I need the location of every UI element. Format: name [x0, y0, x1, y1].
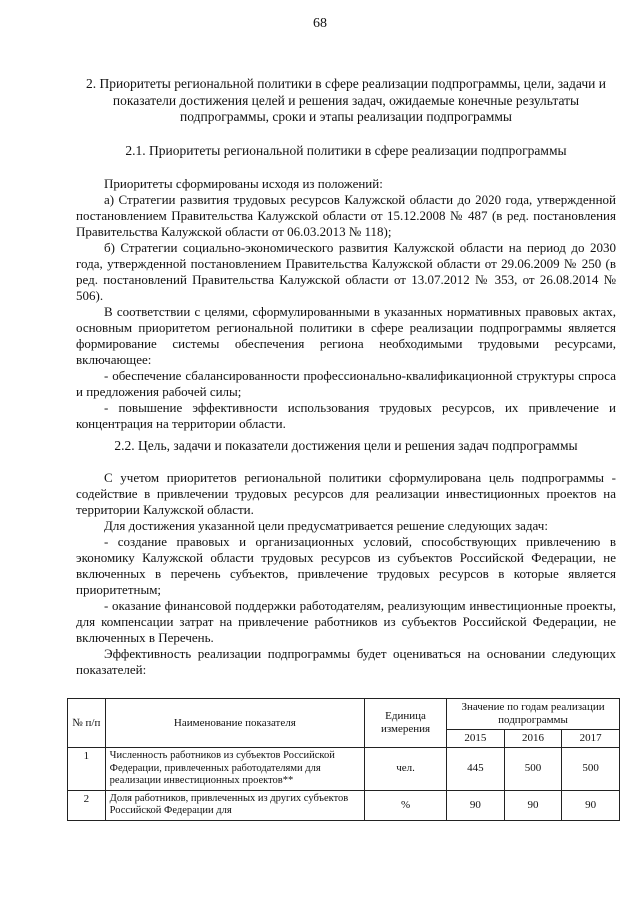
- section-2-2-body: [76, 470, 616, 678]
- header-year: 2016: [504, 730, 562, 748]
- row-unit: чел.: [365, 748, 447, 791]
- section-title: 2. Приоритеты региональной политики в сфере реализации подпрограммы, цели, задачи и показатели достижения целей и решения задач, ожидаемые конечные результаты подпрограммы, сроки и этапы реализации подпрограммы: [86, 76, 606, 124]
- row-num: 2: [68, 790, 106, 820]
- table-row: [68, 748, 620, 791]
- subsection-title-2-2: 2.2. Цель, задачи и показатели достижения цели и решения задач подпрограммы: [114, 438, 578, 453]
- page-number: 68: [313, 16, 327, 31]
- row-value: 90: [447, 790, 505, 820]
- paragraph: Эффективность реализации подпрограммы будет оцениваться на основании следующих показателей:: [76, 646, 616, 677]
- header-name: Наименование показателя: [105, 699, 364, 748]
- paragraph: Для достижения указанной цели предусматривается решение следующих задач:: [104, 518, 548, 533]
- paragraph: - обеспечение сбалансированности профессионально-квалификационной структуры спроса и предложения рабочей силы;: [76, 368, 616, 399]
- paragraph: - создание правовых и организационных условий, способствующих привлечению в экономику Калужской области трудовых ресурсов из субъектов Российской Федерации, не включенных в перечень субъектов, привлечение трудовых ресурсов в которые является приоритетным;: [76, 534, 616, 597]
- paragraph: - повышение эффективности использования трудовых ресурсов, их привлечение и концентрация на территории области.: [76, 400, 616, 431]
- header-unit: Единица измерения: [365, 699, 447, 748]
- row-value: 90: [562, 790, 620, 820]
- header-year: 2015: [447, 730, 505, 748]
- subsection-title-2-1: 2.1. Приоритеты региональной политики в сфере реализации подпрограммы: [125, 143, 567, 158]
- row-name: Численность работников из субъектов Российской Федерации, привлеченных работодателями для реализации инвестиционных проектов**: [105, 748, 364, 791]
- table-header-row: [68, 699, 620, 730]
- row-unit: %: [365, 790, 447, 820]
- table-row: [68, 790, 620, 820]
- header-year: 2017: [562, 730, 620, 748]
- header-num: № п/п: [68, 699, 106, 748]
- paragraph: В соответствии с целями, сформулированными в указанных нормативных правовых актах, основным приоритетом региональной политики в сфере реализации подпрограммы является формирование системы обеспечения региона необходимыми трудовыми ресурсами, включающее:: [76, 304, 616, 367]
- paragraph: а) Стратегии развития трудовых ресурсов Калужской области до 2020 года, утвержденной постановлением Правительства Калужской области от 15.12.2008 № 487 (в ред. постановления Правительства Калужской области от 06.03.2013 № 118);: [76, 192, 616, 239]
- row-name: Доля работников, привлеченных из других субъектов Российской Федерации для: [105, 790, 364, 820]
- paragraph: - оказание финансовой поддержки работодателям, реализующим инвестиционные проекты, для компенсации затрат на привлечение работников из субъектов Российской Федерации, не включенных в Перечень.: [76, 598, 616, 645]
- paragraph: С учетом приоритетов региональной политики сформулирована цель подпрограммы - содействие в привлечении трудовых ресурсов для реализации инвестиционных проектов на территории Калужской области.: [76, 470, 616, 517]
- indicators-table: [67, 698, 620, 821]
- row-value: 500: [562, 748, 620, 791]
- row-value: 90: [504, 790, 562, 820]
- paragraph: Приоритеты сформированы исходя из положений:: [104, 176, 383, 191]
- row-value: 500: [504, 748, 562, 791]
- section-2-1-body: [76, 176, 616, 432]
- paragraph: б) Стратегии социально-экономического развития Калужской области на период до 2030 года, утвержденной постановлением Правительства Калужской области от 29.06.2009 № 250 (в ред. постановлений Правительства Калужской области от 13.07.2012 № 353, от 26.08.2014 № 506).: [76, 240, 616, 303]
- header-values-group: Значение по годам реализации подпрограммы: [447, 699, 620, 730]
- row-num: 1: [68, 748, 106, 791]
- row-value: 445: [447, 748, 505, 791]
